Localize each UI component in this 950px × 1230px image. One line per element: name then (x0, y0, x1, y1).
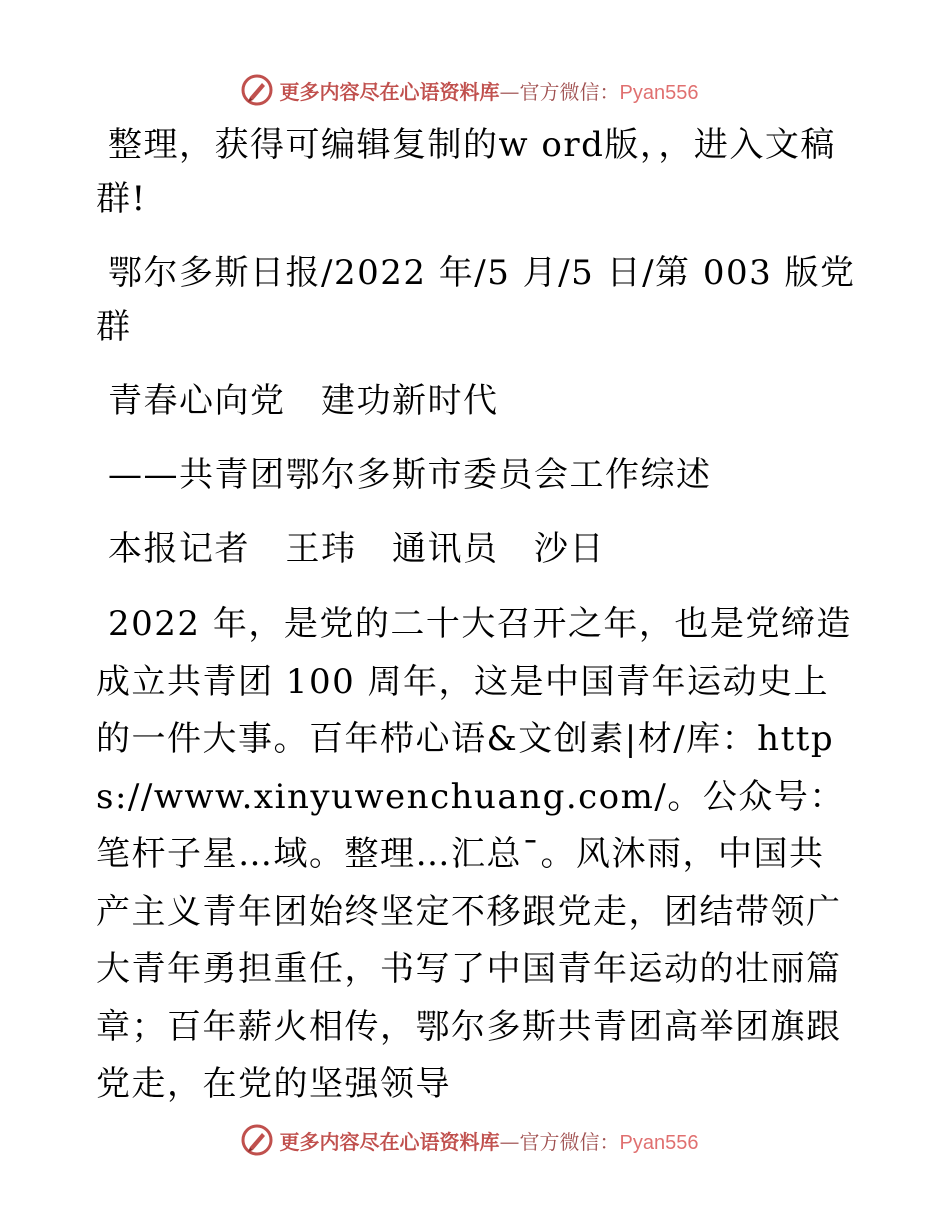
body-paragraph: 2022 年，是党的二十大召开之年，也是党缔造成立共青团 100 周年，这是中国青年运动史上的一件大事。百年栉心语&文创素|材/库：https://www.xinyuwenchuang.com/。公众号：笔杆子星…域。整理…汇总¯。风沐雨，中国共产主义青年团始终坚定不移跟党走，团结带领广大青年勇担重任，书写了中国青年运动的壮丽篇章；百年薪火相传，鄂尔多斯共青团高举团旗跟党走，在党的坚强领导 (96, 604, 852, 1104)
source-line: 鄂尔多斯日报/2022 年/5 月/5 日/第 003 版党群 (96, 253, 856, 347)
watermark-text (280, 1126, 699, 1155)
header-watermark (0, 70, 950, 110)
watermark-wechat-id: Pyan556 (619, 1131, 699, 1154)
article-subtitle: ——共青团鄂尔多斯市委员会工作综述 (108, 455, 712, 495)
watermark-separator: — (499, 1129, 520, 1154)
watermark-separator: — (499, 79, 520, 104)
document-body (96, 118, 856, 1134)
pen-logo-icon (240, 1123, 274, 1157)
watermark-text (280, 76, 699, 105)
watermark-wechat-id: Pyan556 (619, 81, 699, 104)
intro-paragraph: 整理，获得可编辑复制的w ord版，，进入文稿群! (96, 125, 836, 219)
footer-watermark (0, 1120, 950, 1160)
pen-logo-icon (240, 73, 274, 107)
watermark-brand: 更多内容尽在心语资料库 (279, 79, 500, 104)
watermark-wechat-label: 官方微信： (519, 79, 620, 104)
watermark-wechat-label: 官方微信： (519, 1129, 620, 1154)
article-title: 青春心向党 建功新时代 (108, 381, 499, 421)
byline: 本报记者 王玮 通讯员 沙日 (108, 529, 605, 569)
watermark-brand: 更多内容尽在心语资料库 (279, 1129, 500, 1154)
